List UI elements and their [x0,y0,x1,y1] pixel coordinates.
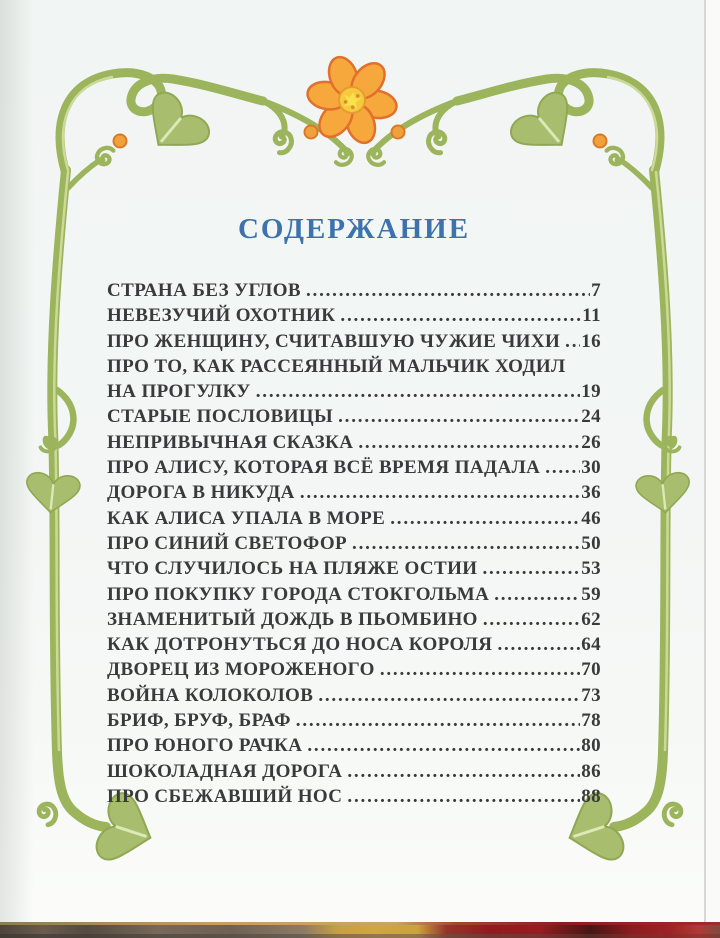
toc-leader-dots [347,784,580,809]
vine-spiral-icon [425,129,450,155]
toc-entry-title: НА ПРОГУЛКУ [107,381,251,403]
toc-entry-title: СТРАНА БЕЗ УГЛОВ [107,280,301,301]
toc-entry-page: 64 [581,634,601,656]
toc-entry-row [107,784,601,809]
toc-entry-page: 59 [581,583,601,605]
toc-entry-page: 73 [581,684,601,706]
toc-entry-page: 86 [581,760,601,782]
toc-entry-title: КАК АЛИСА УПАЛА В МОРЕ [107,507,386,529]
toc-entry-row [107,733,601,758]
toc-entry-title: ВОЙНА КОЛОКОЛОВ [107,684,314,706]
vine-spiral-icon [39,437,57,453]
toc-leader-dots [306,278,590,303]
toc-entry-title: НЕВЕЗУЧИЙ ОХОТНИК [107,305,336,327]
page-edge-highlight [706,0,720,922]
toc-entry-row [107,632,601,657]
toc-leader-dots [300,480,580,505]
toc-entry-page: 53 [581,558,601,580]
toc-leader-dots [340,303,581,328]
toc-entry-title: ПРО ПОКУПКУ ГОРОДА СТОКГОЛЬМА [107,583,490,605]
toc-entry-page: 88 [581,785,601,807]
toc-entry-row [107,657,601,682]
toc-entry-page: 80 [581,735,601,757]
toc-entry-title: ДОРОГА В НИКУДА [107,482,295,504]
toc-leader-dots [352,531,580,556]
toc-entry-row [107,506,601,531]
toc-leader-dots [296,708,580,733]
toc-entry-row [107,404,601,429]
page-title: СОДЕРЖАНИЕ [237,213,471,245]
toc-entry-page: 62 [581,608,601,630]
berry-icon [114,135,127,148]
toc-entry-title: ЧТО СЛУЧИЛОСЬ НА ПЛЯЖЕ ОСТИИ [107,558,478,580]
toc-entry-row [107,303,601,328]
page-edge-line [704,0,706,922]
toc-entry-row [107,582,601,607]
toc-entry-page: 16 [581,330,601,352]
toc-entry-row [107,556,601,581]
toc-entry-title: ПРО СБЕЖАВШИЙ НОС [107,785,343,807]
toc-entry-page: 46 [581,507,601,529]
toc-leader-dots [497,632,580,657]
toc-entry-page: 19 [581,381,601,403]
vine-spiral-icon [663,437,681,453]
toc-entry-row [107,379,601,404]
vine-spiral-icon [270,129,295,155]
berry-icon [305,126,318,139]
berry-icon [594,135,607,148]
toc-leader-dots [307,733,580,758]
toc-entry-title: ПРО СИНИЙ СВЕТОФОР [107,532,348,554]
toc-entry-page: 11 [582,305,601,327]
toc-entry-title: ПРО ТО, КАК РАССЕЯННЫЙ МАЛЬЧИК ХОДИЛ [107,355,566,377]
toc-entry-page: 70 [581,659,601,681]
toc-entry-title: ДВОРЕЦ ИЗ МОРОЖЕНОГО [107,659,375,681]
toc-entry-title: ЗНАМЕНИТЫЙ ДОЖДЬ В ПЬОМБИНО [107,608,478,630]
vine-spiral-icon [603,145,626,166]
leaf-icon [133,87,214,166]
leaf-icon [506,87,587,166]
toc-list [107,278,601,809]
toc-leader-dots [318,683,580,708]
vine-spiral-icon [94,145,117,166]
toc-leader-dots [494,582,580,607]
toc-leader-dots [483,607,580,632]
toc-leader-dots [380,657,580,682]
toc-leader-dots [256,379,580,404]
toc-entry-row [107,759,601,784]
toc-leader-dots [358,430,580,455]
toc-entry-page: 26 [581,431,601,453]
toc-entry-page: 78 [581,710,601,732]
vine-spiral-icon [663,803,682,825]
vine-spiral-icon [332,147,354,168]
toc-entry-row [107,607,601,632]
vine-spiral-icon [366,147,388,168]
toc-entry-title: ПРО ЮНОГО РАЧКА [107,735,303,757]
toc-entry-title: ПРО ЖЕНЩИНУ, СЧИТАВШУЮ ЧУЖИЕ ЧИХИ [107,330,561,352]
toc-entry-row [107,480,601,505]
toc-entry-title: ПРО АЛИСУ, КОТОРАЯ ВСЁ ВРЕМЯ ПАДАЛА [107,457,541,479]
toc-entry-page: 7 [591,280,601,301]
toc-entry-row [107,430,601,455]
toc-entry-row [107,455,601,480]
toc-entry-title: ШОКОЛАДНАЯ ДОРОГА [107,760,343,782]
toc-entry-title: НЕПРИВЫЧНАЯ СКАЗКА [107,431,354,453]
toc-entry-row [107,329,601,354]
toc-leader-dots [565,329,580,354]
toc-entry-title: БРИФ, БРУФ, БРАФ [107,710,291,732]
toc-entry-page: 50 [581,532,601,554]
vine-spiral-icon [38,803,57,825]
toc-entry-row [107,354,601,379]
toc-leader-dots [390,506,580,531]
toc-entry-row [107,708,601,733]
toc-entry-title: СТАРЫЕ ПОСЛОВИЦЫ [107,406,334,428]
toc-entry-row [107,683,601,708]
toc-leader-dots [482,556,580,581]
book-bottom-edge [0,925,720,938]
toc-entry-page: 30 [581,457,601,479]
berry-icon [392,126,405,139]
toc-entry-row [107,278,601,303]
toc-entry-page: 24 [581,406,601,428]
toc-entry-page: 36 [581,482,601,504]
toc-leader-dots [545,455,580,480]
toc-leader-dots [347,759,580,784]
toc-leader-dots [338,404,580,429]
toc-entry-row [107,531,601,556]
toc-entry-title: КАК ДОТРОНУТЬСЯ ДО НОСА КОРОЛЯ [107,634,493,656]
